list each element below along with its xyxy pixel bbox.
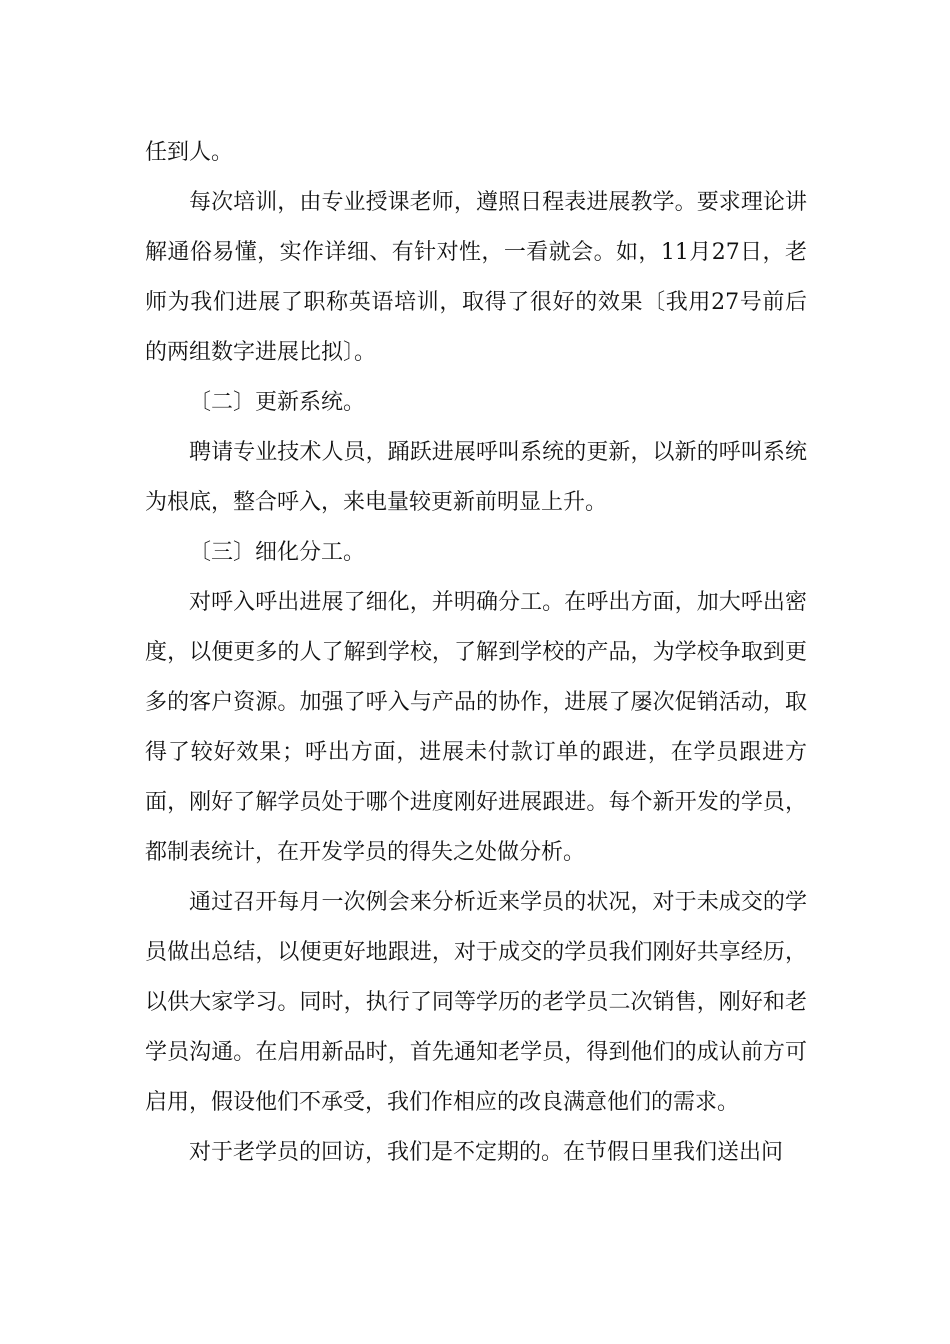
paragraph-system-update: 聘请专业技术人员，踊跃进展呼叫系统的更新，以新的呼叫系统为根底，整合呼入，来电量较更新前明显上升。 [145,440,807,515]
paragraph-monthly-meeting: 通过召开每月一次例会来分析近来学员的状况，对于未成交的学员做出总结，以便更好地跟进，对于成交的学员我们刚好共享经历，以供大家学习。同时，执行了同等学历的老学员二次销售，刚好和老学员沟通。在启用新品时，首先通知老学员，得到他们的成认前方可启用，假设他们不承受，我们作相应的改良满意他们的需求。 [145,890,807,1115]
section-heading-update-system: 〔二〕更新系统。 [189,390,366,415]
paragraph-continuation: 任到人。 [145,140,234,165]
paragraph-training: 每次培训，由专业授课老师，遵照日程表进展教学。要求理论讲解通俗易懂，实作详细、有针对性，一看就会。如，11月27日，老师为我们进展了职称英语培训，取得了很好的效果〔我用27号前后的两组数字进展比拟〕。 [145,190,807,365]
section-heading-division-of-labor: 〔三〕细化分工。 [189,540,366,565]
document-body [145,128,807,1178]
paragraph-inbound-outbound: 对呼入呼出进展了细化，并明确分工。在呼出方面，加大呼出密度，以便更多的人了解到学校，了解到学校的产品，为学校争取到更多的客户资源。加强了呼入与产品的协作，进展了屡次促销活动，取得了较好效果；呼出方面，进展未付款订单的跟进，在学员跟进方面，刚好了解学员处于哪个进度刚好进展跟进。每个新开发的学员，都制表统计，在开发学员的得失之处做分析。 [145,590,807,865]
paragraph-return-visits: 对于老学员的回访，我们是不定期的。在节假日里我们送出问 [189,1140,784,1165]
